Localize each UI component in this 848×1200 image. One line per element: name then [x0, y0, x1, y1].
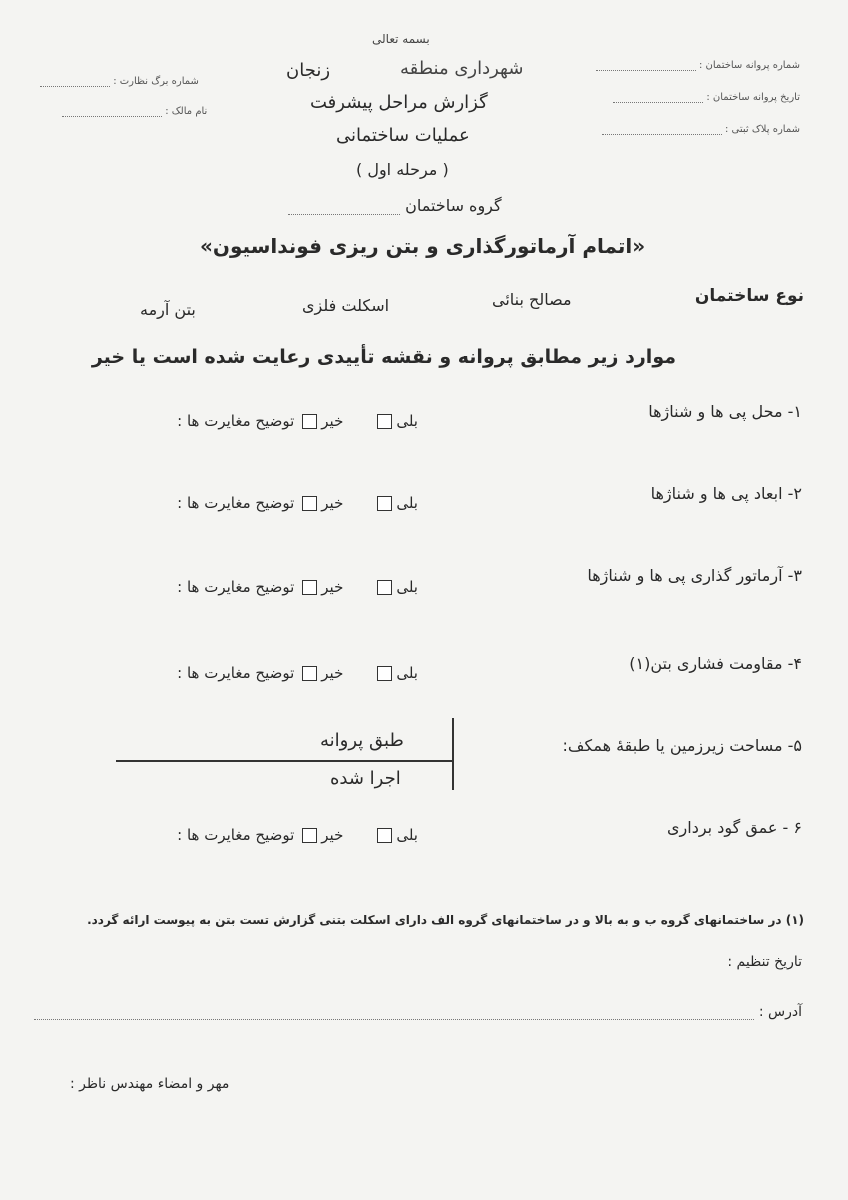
no-checkbox[interactable]	[302, 414, 317, 429]
permit-number-field	[596, 60, 800, 71]
permit-number-blank	[596, 60, 696, 71]
question-5: ۵- مساحت زیرزمین یا طبقهٔ همکف:	[562, 736, 802, 755]
question-1: ۱- محل پی ها و شناژها	[648, 402, 802, 421]
instruction-text: موارد زیر مطابق پروانه و نقشه تأییدی رعایت شده است یا خیر	[91, 346, 676, 368]
area-box-vertical-divider	[452, 718, 454, 790]
phase-title: «اتمام آرماتورگذاری و بتن ریزی فونداسیون»	[200, 234, 646, 258]
report-subtitle: عملیات ساختمانی	[336, 125, 470, 146]
building-type-concrete: بتن آرمه	[140, 300, 196, 319]
signature-field	[70, 1076, 229, 1092]
building-type-steel: اسکلت فلزی	[302, 296, 390, 315]
question-2: ۲- ابعاد پی ها و شناژها	[650, 484, 802, 503]
yes-checkbox[interactable]	[377, 666, 392, 681]
yes-label: بلی	[396, 826, 418, 844]
no-checkbox[interactable]	[302, 496, 317, 511]
explain-label: توضیح مغایرت ها :	[177, 664, 295, 682]
area-per-permit-label: طبق پروانه	[320, 730, 404, 751]
question-4: ۴- مقاومت فشاری بتن(۱)	[629, 654, 802, 673]
explain-label: توضیح مغایرت ها :	[177, 494, 295, 512]
date-label: تاریخ تنظیم :	[727, 954, 802, 970]
explain-label: توضیح مغایرت ها :	[177, 578, 295, 596]
supervision-sheet-blank	[40, 76, 110, 87]
no-label: خیر	[321, 826, 344, 844]
footnote: (۱) در ساختمانهای گروه ب و به بالا و در ساختمانهای گروه الف دارای اسکلت بتنی گزارش تست بتن به پیوست ارائه گردد.	[87, 913, 804, 927]
permit-date-field	[613, 92, 800, 103]
yes-label: بلی	[396, 412, 418, 430]
yes-checkbox[interactable]	[377, 414, 392, 429]
explain-label: توضیح مغایرت ها :	[177, 412, 295, 430]
no-checkbox[interactable]	[302, 580, 317, 595]
no-label: خیر	[321, 412, 344, 430]
stage-label: ( مرحله اول )	[356, 160, 449, 179]
no-label: خیر	[321, 664, 344, 682]
owner-name-blank	[62, 106, 162, 117]
supervision-sheet-field	[40, 76, 199, 87]
options-row-1	[173, 412, 422, 430]
owner-name-field	[62, 106, 207, 117]
yes-checkbox[interactable]	[377, 496, 392, 511]
signature-label: مهر و امضاء مهندس ناظر :	[70, 1076, 230, 1092]
building-group-blank	[288, 204, 400, 215]
address-label: آدرس :	[758, 1004, 802, 1020]
options-row-3	[173, 578, 422, 596]
yes-checkbox[interactable]	[377, 580, 392, 595]
options-row-2	[173, 494, 422, 512]
building-type-masonry: مصالح بنائی	[492, 290, 572, 309]
building-group-field	[288, 196, 502, 215]
plate-number-field	[602, 124, 800, 135]
question-3: ۳- آرماتور گذاری پی ها و شناژها	[587, 566, 802, 585]
question-6: ۶ - عمق گود برداری	[667, 818, 802, 837]
no-checkbox[interactable]	[302, 828, 317, 843]
no-label: خیر	[321, 578, 344, 596]
no-checkbox[interactable]	[302, 666, 317, 681]
area-executed-label: اجرا شده	[330, 768, 401, 789]
permit-date-blank	[613, 92, 703, 103]
no-label: خیر	[321, 494, 344, 512]
supervision-sheet-label: شماره برگ نظارت :	[113, 76, 199, 87]
permit-date-label: تاریخ پروانه ساختمان :	[706, 92, 800, 103]
explain-label: توضیح مغایرت ها :	[177, 826, 295, 844]
date-field	[727, 954, 802, 970]
yes-label: بلی	[396, 664, 418, 682]
permit-number-label: شماره پروانه ساختمان :	[698, 60, 800, 71]
report-title: گزارش مراحل پیشرفت	[310, 92, 488, 113]
plate-number-label: شماره پلاک ثبتی :	[724, 124, 800, 135]
address-field	[34, 1004, 802, 1020]
owner-name-label: نام مالک :	[165, 106, 208, 117]
address-blank	[34, 1009, 754, 1020]
building-type-label: نوع ساختمان	[694, 286, 804, 306]
yes-label: بلی	[396, 494, 418, 512]
building-group-label: گروه ساختمان	[405, 196, 502, 215]
options-row-4	[173, 664, 422, 682]
area-box-horizontal-divider	[116, 760, 452, 762]
plate-number-blank	[602, 124, 722, 135]
bismillah: بسمه تعالی	[372, 32, 430, 46]
municipality-label: شهرداری منطقه	[400, 58, 524, 79]
options-row-6	[173, 826, 422, 844]
yes-label: بلی	[396, 578, 418, 596]
city-label: زنجان	[286, 60, 331, 81]
yes-checkbox[interactable]	[377, 828, 392, 843]
